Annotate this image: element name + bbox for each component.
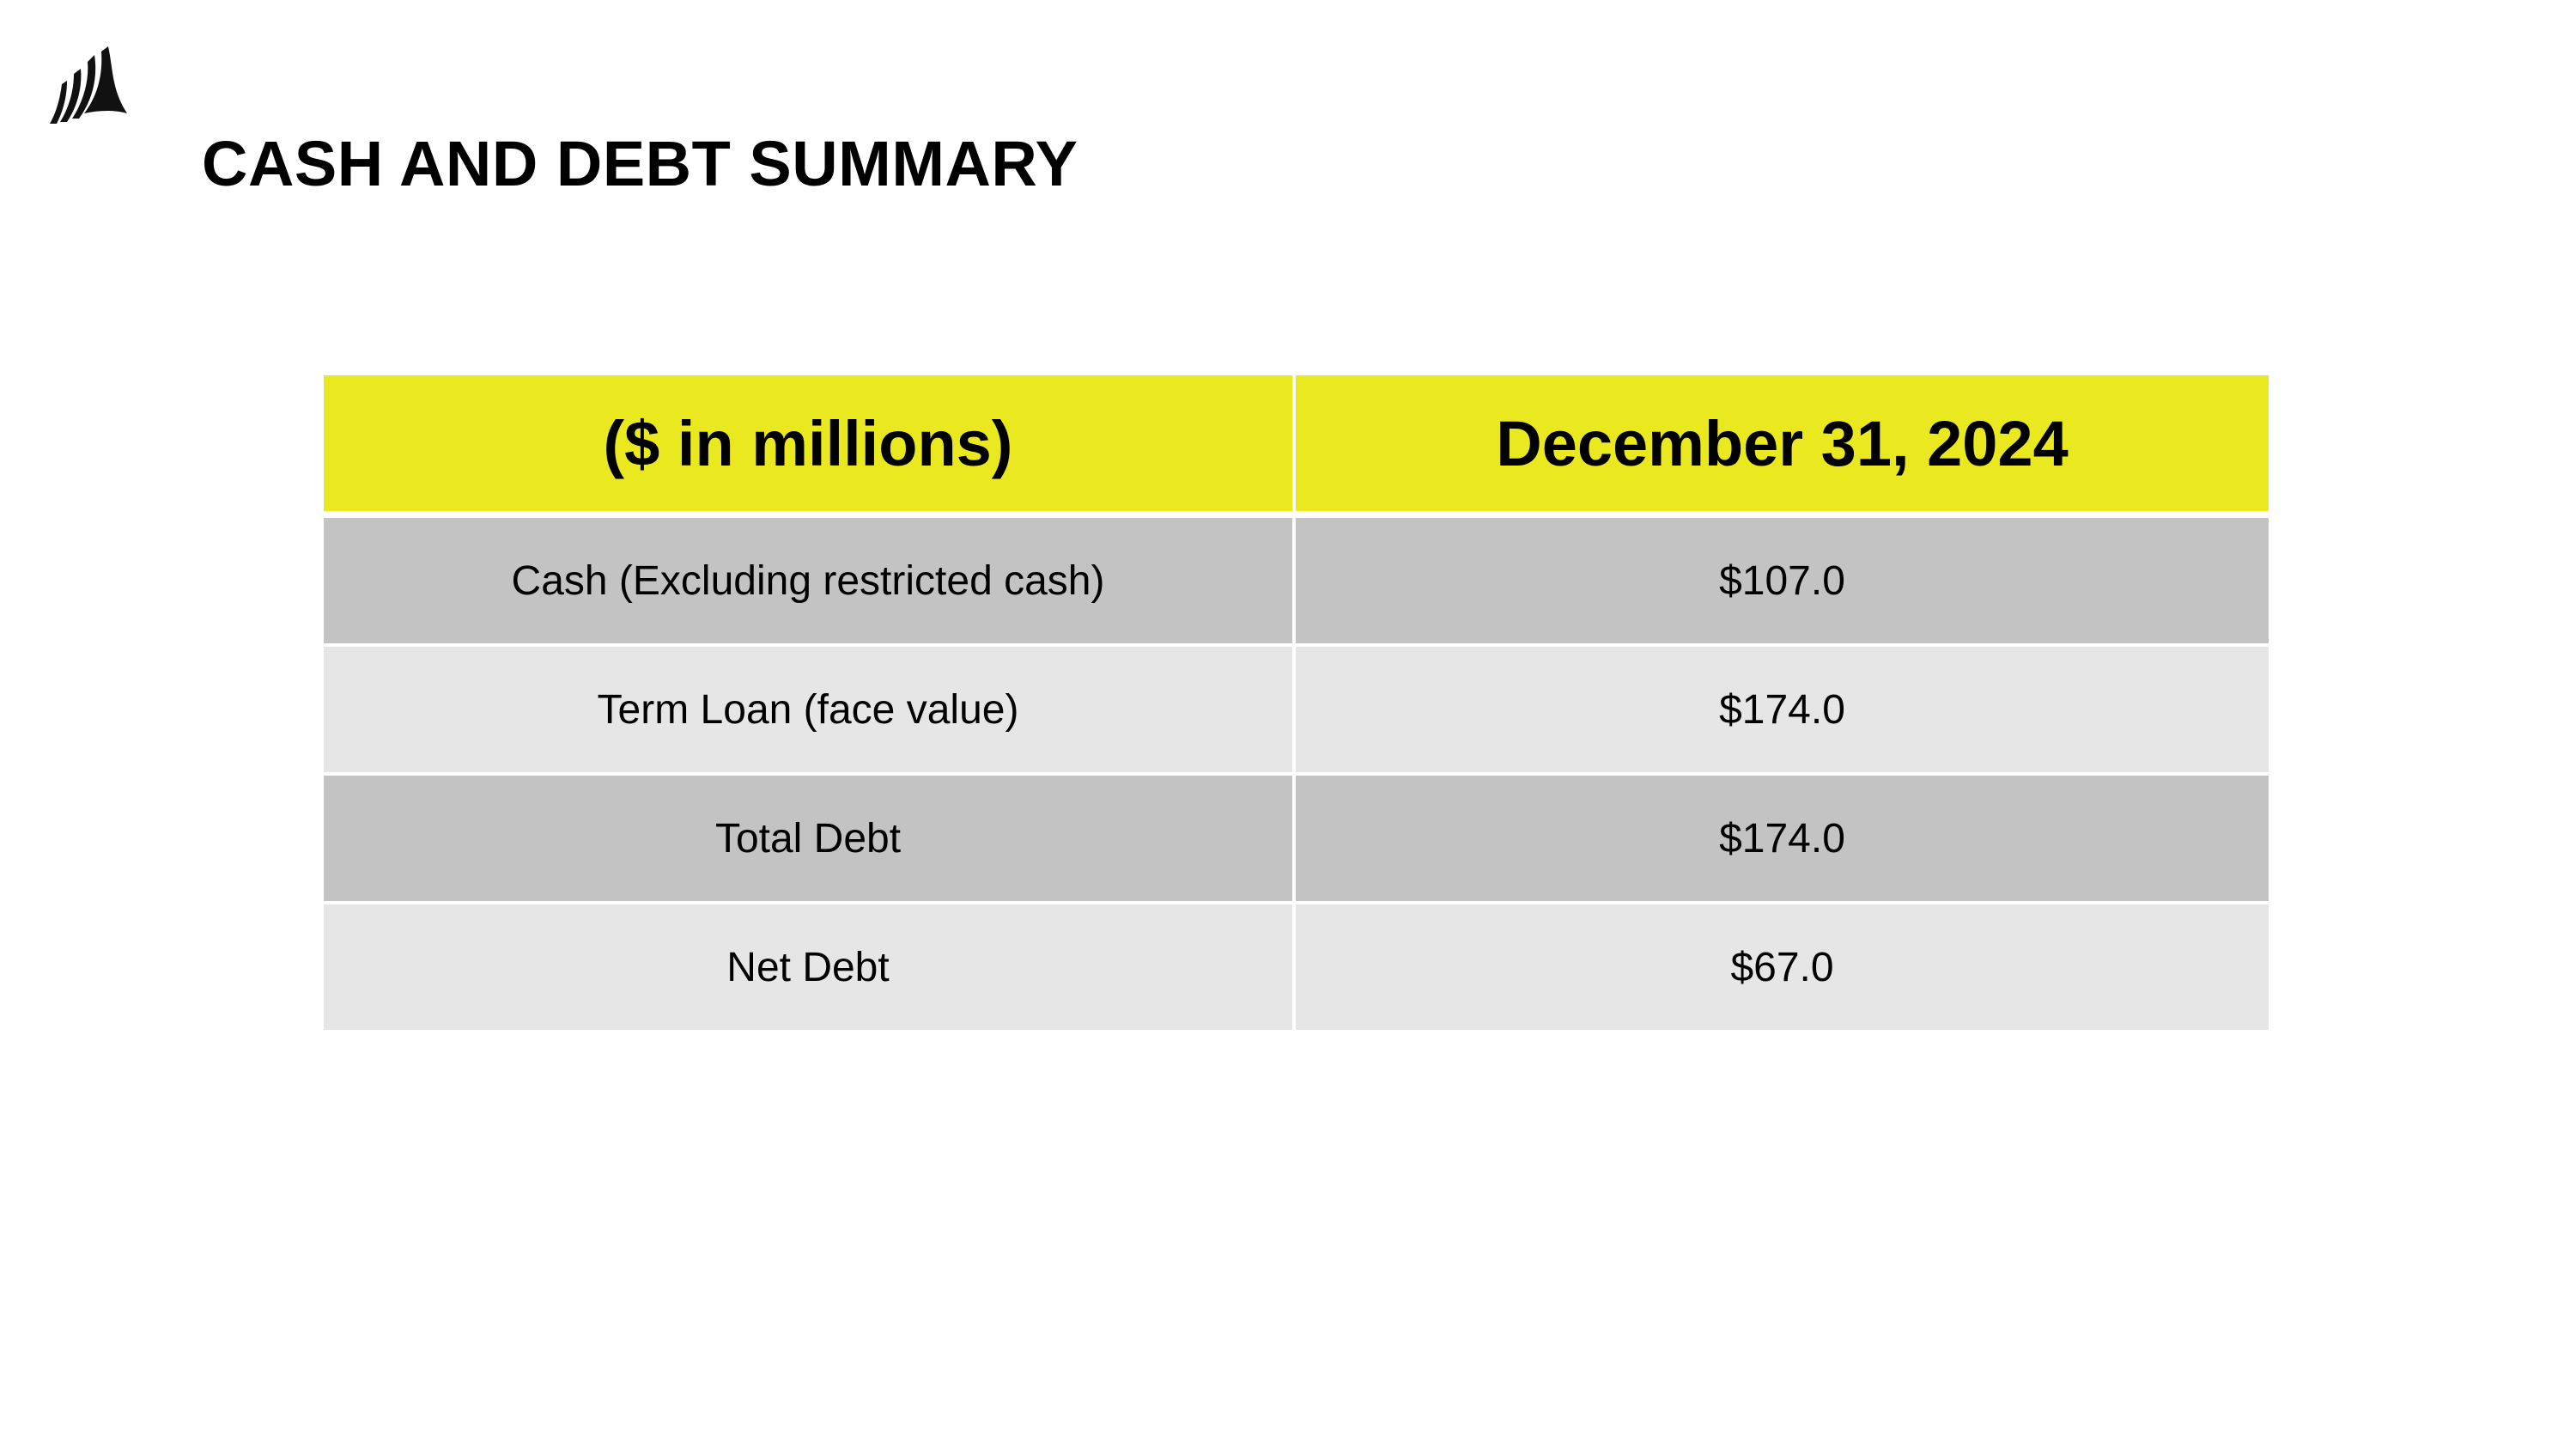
page-title: CASH AND DEBT SUMMARY xyxy=(202,128,1078,199)
row-value: $107.0 xyxy=(1294,514,2269,645)
table-row xyxy=(324,903,2269,1030)
row-label: Net Debt xyxy=(324,903,1294,1030)
row-label: Total Debt xyxy=(324,774,1294,903)
table-row xyxy=(324,514,2269,645)
column-header-date: December 31, 2024 xyxy=(1294,375,2269,514)
cash-debt-table xyxy=(324,375,2269,1030)
row-value: $174.0 xyxy=(1294,774,2269,903)
row-value: $67.0 xyxy=(1294,903,2269,1030)
sails-logo-icon xyxy=(48,45,131,127)
row-label: Cash (Excluding restricted cash) xyxy=(324,514,1294,645)
table-row xyxy=(324,645,2269,774)
row-value: $174.0 xyxy=(1294,645,2269,774)
table-row xyxy=(324,774,2269,903)
row-label: Term Loan (face value) xyxy=(324,645,1294,774)
table-header-row xyxy=(324,375,2269,514)
column-header-units: ($ in millions) xyxy=(324,375,1294,514)
